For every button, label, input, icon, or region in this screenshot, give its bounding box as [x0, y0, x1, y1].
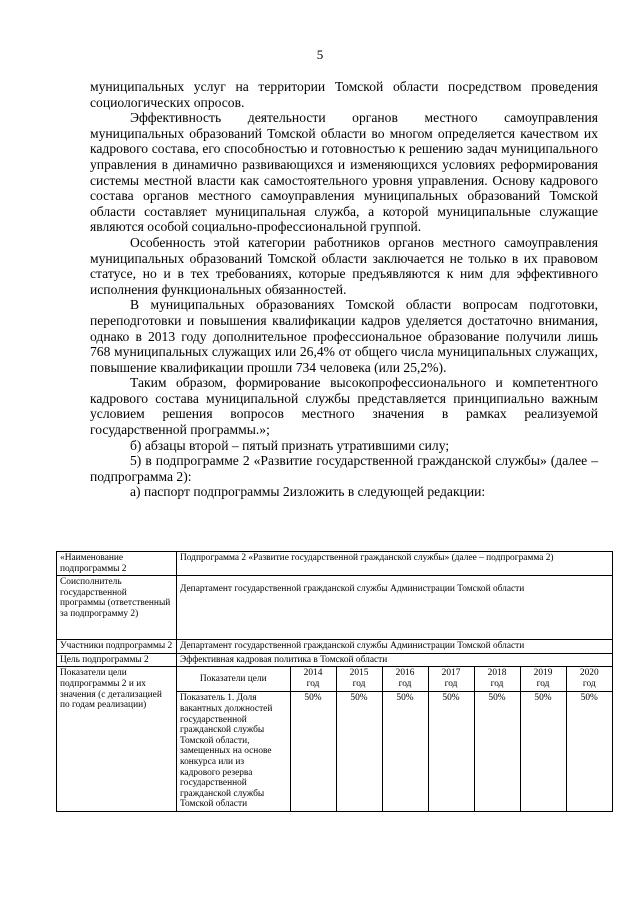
- row-value: Департамент государственной гражданской службы Администрации Томской области: [177, 640, 613, 654]
- page-number: 5: [316, 47, 324, 62]
- table-row: [57, 653, 613, 667]
- indicator-value: 50%: [520, 692, 566, 811]
- body-text: [90, 79, 598, 500]
- paragraph: Особенность этой категории работников органов местного самоуправления муниципальных образований Томской области заключается не только в их правовом статусе, но и в тех требованиях, которые предъявляются к ним для эффективного исполнения функциональных обязанностей.: [90, 234, 598, 297]
- row-label: Участники подпрограммы 2: [57, 640, 177, 654]
- table-row: [57, 640, 613, 654]
- indicator-value: 50%: [290, 692, 336, 811]
- paragraph: Таким образом, формирование высокопрофессионального и компетентного кадрового состава муниципальной службы представляется принципиально важным условием решения вопросов местного значения в рамках реализуемой государственной программы.»;: [90, 375, 598, 438]
- indicator-name: Показатель 1. Доля вакантных должностей государственной гражданской службы Томской области, замещенных на основе конкурса или из кадрового резерва государственной гражданской службы Томской области: [177, 692, 290, 811]
- paragraph: Эффективность деятельности органов местного самоуправления муниципальных образований Томской области во многом определяется качеством их кадрового состава, его способностью и готовностью к решению задач муниципального управления в динамично развивающихся и изменяющихся условиях реформирования системы местной власти как самостоятельного уровня управления. Основу кадрового состава органов местного самоуправления муниципальных образований Томской области составляет муниципальная служба, а которой муниципальные служащие являются особой социально-профессиональной группой.: [90, 110, 598, 235]
- paragraph: б) абзацы второй – пятый признать утратившими силу;: [130, 437, 450, 453]
- row-value: Подпрограмма 2 «Развитие государственной гражданской службы» (далее – подпрограмма 2): [177, 552, 613, 576]
- indicator-value: 50%: [382, 692, 428, 811]
- year-header: 2015 год: [336, 667, 382, 692]
- indicators-cell: [177, 667, 613, 812]
- row-label: «Наименование подпрограммы 2: [57, 552, 177, 576]
- year-header: 2017 год: [428, 667, 474, 692]
- row-label: Соисполнитель государственной программы (ответственный за подпрограмму 2): [57, 576, 177, 640]
- paragraph: В муниципальных образованиях Томской области вопросам подготовки, переподготовки и повышения квалификации кадров уделяется достаточно внимания, однако в 2013 году дополнительное профессиональное образование получили лишь 768 муниципальных служащих или 26,4% от общего числа муниципальных служащих, повышение квалификации прошли 734 человека (или 25,2%).: [90, 297, 598, 375]
- indicator-value: 50%: [336, 692, 382, 811]
- paragraph: а) паспорт подпрограммы 2изложить в следующей редакции:: [130, 484, 486, 500]
- indicator-value: 50%: [474, 692, 520, 811]
- paragraph: 5) в подпрограмме 2 «Развитие государственной гражданской службы» (далее – подпрограмма 2):: [90, 453, 598, 484]
- indicator-row: [177, 692, 612, 811]
- indicators-header-row: [177, 667, 612, 692]
- row-value: Эффективная кадровая политика в Томской области: [177, 653, 613, 667]
- year-header: 2018 год: [474, 667, 520, 692]
- indicator-value: 50%: [566, 692, 612, 811]
- year-header: 2020 год: [566, 667, 612, 692]
- indicators-header: Показатели цели: [177, 667, 290, 692]
- indicator-value: 50%: [428, 692, 474, 811]
- year-header: 2016 год: [382, 667, 428, 692]
- table-row: [57, 552, 613, 576]
- row-label: Показатели цели подпрограммы 2 и их значения (с детализацией по годам реализации): [57, 667, 177, 812]
- table-row: [57, 576, 613, 640]
- year-header: 2019 год: [520, 667, 566, 692]
- subprogram-passport-table: [56, 551, 613, 812]
- table-row: [57, 667, 613, 812]
- year-header: 2014 год: [290, 667, 336, 692]
- indicators-table: [177, 667, 612, 811]
- paragraph: муниципальных услуг на территории Томской области посредством проведения социологических опросов.: [90, 79, 598, 110]
- row-label: Цель подпрограммы 2: [57, 653, 177, 667]
- row-value: Департамент государственной гражданской службы Администрации Томской области: [177, 576, 613, 640]
